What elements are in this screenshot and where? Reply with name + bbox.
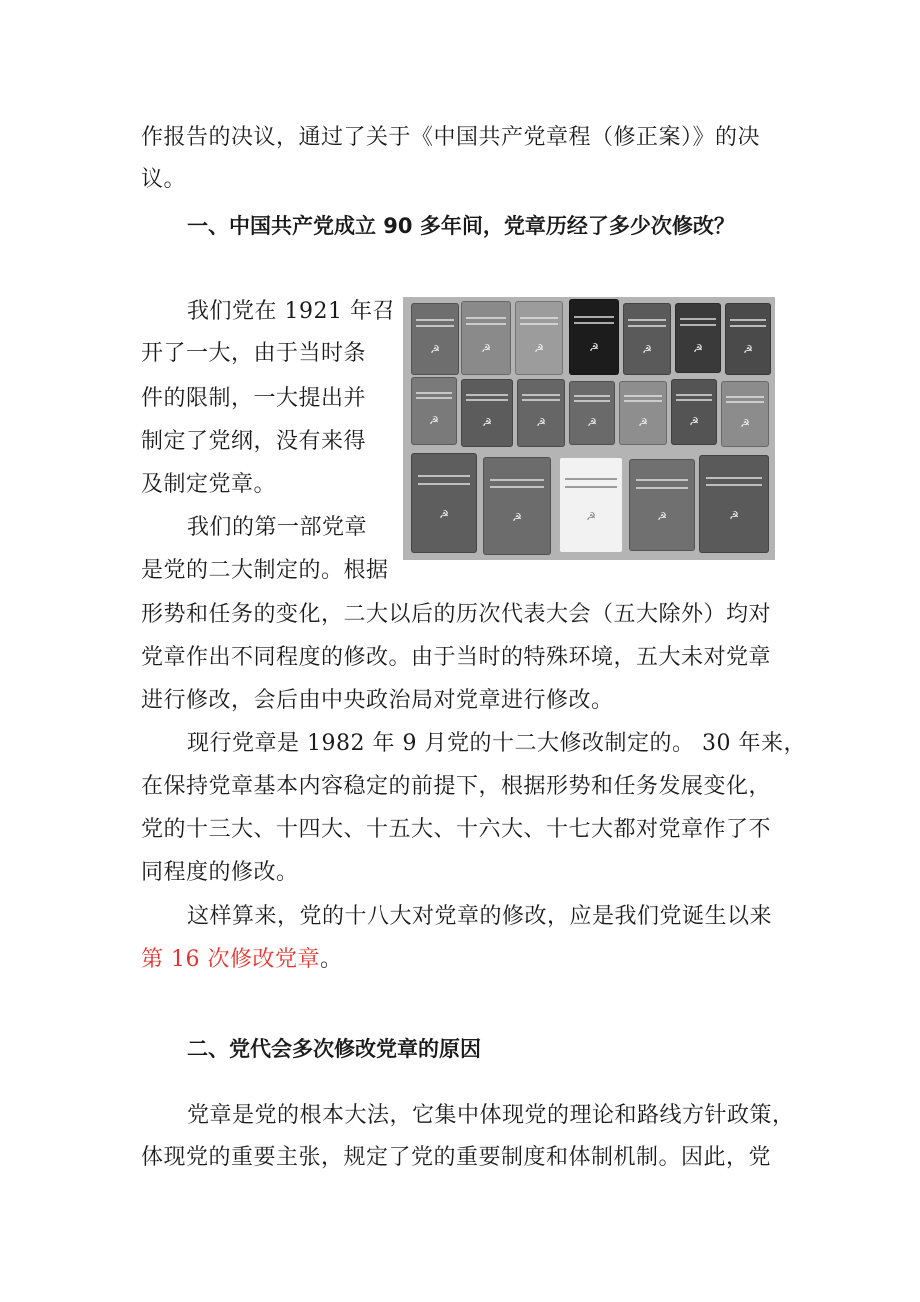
- book-cover: [699, 455, 769, 553]
- text-line: 作报告的决议，通过了关于《中国共产党章程（修正案）》的决: [141, 125, 761, 150]
- book-cover: [411, 453, 477, 553]
- text-line: 现行党章是 1982 年 9 月党的十二大修改制定的。 30 年来，: [187, 731, 806, 756]
- section-heading-1: 一、中国共产党成立 90 多年间，党章历经了多少次修改？: [187, 214, 735, 238]
- book-title-mark: [636, 479, 689, 481]
- book-cover: [559, 457, 623, 553]
- book-title-mark: [565, 486, 616, 488]
- text-line: 党章作出不同程度的修改。由于当时的特殊环境，五大未对党章: [141, 645, 772, 670]
- text-line: 在保持党章基本内容稳定的前提下，根据形势和任务发展变化，: [141, 774, 772, 799]
- book-title-mark: [490, 479, 544, 481]
- hammer-sickle-icon: ☭: [657, 509, 667, 523]
- book-title-mark: [574, 316, 614, 318]
- book-cover: [517, 379, 565, 447]
- text-line: 我们的第一部党章: [187, 515, 368, 540]
- party-constitution-books-photo: [403, 297, 775, 560]
- text-line: 体现党的重要主张，规定了党的重要制度和体制机制。因此，党: [141, 1145, 772, 1170]
- book-cover: [725, 303, 771, 375]
- hammer-sickle-icon: ☭: [439, 508, 449, 521]
- book-title-mark: [466, 323, 506, 325]
- book-title-mark: [574, 400, 611, 402]
- text-line: [141, 945, 343, 975]
- section-heading-2: 二、党代会多次修改党章的原因: [187, 1037, 481, 1061]
- text-line: 同程度的修改。: [141, 860, 299, 885]
- book-title-mark: [676, 394, 713, 396]
- book-title-mark: [628, 325, 666, 327]
- hammer-sickle-icon: ☭: [729, 508, 739, 522]
- hammer-sickle-icon: ☭: [586, 509, 596, 523]
- book-title-mark: [574, 395, 611, 397]
- text-line: 我们党在 1921 年召: [187, 299, 395, 324]
- hammer-sickle-icon: ☭: [429, 414, 439, 428]
- book-title-mark: [726, 396, 764, 398]
- hammer-sickle-icon: ☭: [740, 417, 750, 431]
- hammer-sickle-icon: ☭: [693, 341, 703, 355]
- hammer-sickle-icon: ☭: [589, 340, 599, 354]
- book-title-mark: [416, 319, 454, 321]
- book-title-mark: [624, 400, 662, 402]
- hammer-sickle-icon: ☭: [430, 342, 440, 356]
- book-cover: [411, 303, 459, 375]
- book-cover: [675, 303, 721, 373]
- book-title-mark: [466, 399, 508, 401]
- book-title-mark: [520, 317, 558, 319]
- book-cover: [461, 379, 513, 447]
- book-title-mark: [676, 399, 713, 401]
- hammer-sickle-icon: ☭: [638, 416, 648, 430]
- hammer-sickle-icon: ☭: [534, 341, 544, 355]
- book-title-mark: [706, 484, 762, 486]
- book-cover: [569, 381, 615, 445]
- text-line: 及制定党章。: [141, 472, 277, 497]
- book-title-mark: [466, 317, 506, 319]
- book-cover: [619, 381, 667, 445]
- book-title-mark: [416, 392, 453, 394]
- text-line: 议。: [141, 167, 187, 192]
- book-title-mark: [730, 319, 767, 321]
- book-cover: [629, 459, 695, 551]
- book-title-mark: [416, 325, 454, 327]
- book-title-mark: [416, 397, 453, 399]
- highlight-text: 第 16 次修改党章: [141, 947, 320, 972]
- text-line: 党章是党的根本大法，它集中体现党的理论和路线方针政策，: [187, 1103, 795, 1128]
- book-title-mark: [522, 394, 560, 396]
- book-title-mark: [418, 483, 471, 485]
- book-title-mark: [522, 399, 560, 401]
- text-line: 开了一大，由于当时条: [141, 341, 367, 366]
- book-title-mark: [726, 401, 764, 403]
- book-title-mark: [680, 324, 717, 326]
- hammer-sickle-icon: ☭: [512, 510, 522, 524]
- book-title-mark: [730, 325, 767, 327]
- book-title-mark: [490, 486, 544, 488]
- book-title-mark: [680, 318, 717, 320]
- hammer-sickle-icon: ☭: [587, 416, 597, 430]
- hammer-sickle-icon: ☭: [642, 342, 652, 356]
- book-cover: [569, 299, 619, 375]
- hammer-sickle-icon: ☭: [689, 415, 699, 429]
- book-title-mark: [706, 477, 762, 479]
- book-title-mark: [574, 322, 614, 324]
- book-title-mark: [624, 395, 662, 397]
- text-line: 是党的二大制定的。根据: [141, 558, 389, 583]
- book-cover: [515, 301, 563, 375]
- hammer-sickle-icon: ☭: [536, 416, 546, 430]
- text-line: 形势和任务的变化，二大以后的历次代表大会（五大除外）均对: [141, 602, 772, 627]
- book-title-mark: [565, 478, 616, 480]
- book-title-mark: [636, 487, 689, 489]
- book-title-mark: [520, 323, 558, 325]
- book-cover: [483, 457, 551, 555]
- hammer-sickle-icon: ☭: [482, 416, 492, 430]
- book-cover: [623, 303, 671, 375]
- book-title-mark: [418, 475, 471, 477]
- text-line: 这样算来，党的十八大对党章的修改，应是我们党诞生以来: [187, 904, 773, 929]
- text-line: 进行修改，会后由中央政治局对党章进行修改。: [141, 688, 614, 713]
- book-cover: [411, 377, 457, 445]
- text-line: 件的限制，一大提出并: [141, 386, 367, 411]
- hammer-sickle-icon: ☭: [481, 341, 491, 355]
- text-line: 党的十三大、十四大、十五大、十六大、十七大都对党章作了不: [141, 817, 772, 842]
- text-line: 制定了党纲，没有来得: [141, 429, 367, 454]
- book-cover: [461, 301, 511, 375]
- book-cover: [721, 381, 769, 447]
- text-fragment: 。: [319, 947, 343, 972]
- book-cover: [671, 379, 717, 445]
- book-title-mark: [628, 319, 666, 321]
- hammer-sickle-icon: ☭: [743, 342, 753, 356]
- book-title-mark: [466, 394, 508, 396]
